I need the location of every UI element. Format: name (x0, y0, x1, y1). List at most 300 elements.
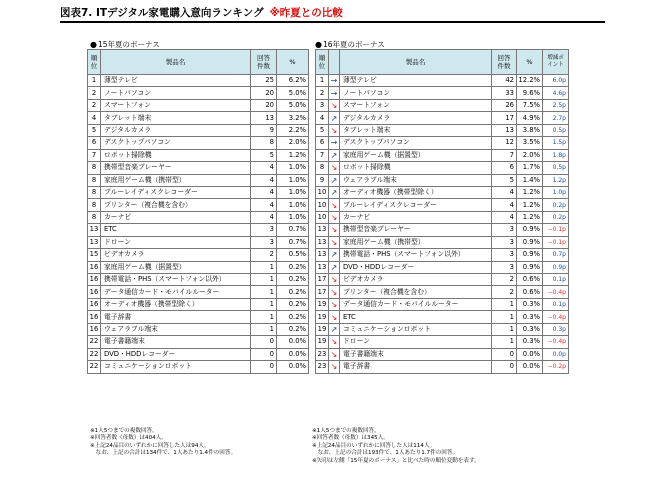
response-count-cell: 3 (492, 261, 517, 273)
response-count-cell: 13 (251, 112, 277, 124)
header-product-name: 製品名 (340, 50, 492, 75)
product-name-cell: デジタルカメラ (340, 112, 492, 124)
response-count-cell: 1 (251, 274, 277, 286)
table-row (316, 186, 569, 198)
product-name-cell: 携帯型音楽プレーヤー (101, 162, 251, 174)
point-change-cell: 1.2p (543, 174, 569, 186)
product-name-cell: ブルーレイディスクレコーダー (340, 199, 492, 211)
point-change-cell: −0.4p (543, 286, 569, 298)
percent-cell: 3.2% (277, 112, 309, 124)
product-name-cell: 電子辞書 (101, 311, 251, 323)
rank-cell: 22 (88, 336, 101, 348)
percent-cell: 0.7% (277, 224, 309, 236)
point-change-cell: 4.6p (543, 87, 569, 99)
point-change-cell: 0.3p (543, 323, 569, 335)
table-row (316, 336, 569, 348)
product-name-cell: ロボット掃除機 (101, 149, 251, 161)
product-name-cell: 電子書籍端末 (340, 348, 492, 360)
product-name-cell: プリンター（複合機を含む） (340, 286, 492, 298)
rank-cell: 13 (88, 236, 101, 248)
response-count-cell: 4 (251, 174, 277, 186)
point-change-cell: 0.5p (543, 162, 569, 174)
table-row (316, 149, 569, 161)
rank-cell: 16 (88, 311, 101, 323)
product-name-cell: 電子辞書 (340, 361, 492, 373)
arrow-up-right-icon: ↗ (329, 323, 340, 335)
percent-cell: 0.9% (517, 261, 543, 273)
response-count-cell: 1 (492, 336, 517, 348)
percent-cell: 9.6% (517, 87, 543, 99)
response-count-cell: 4 (492, 211, 517, 223)
product-name-cell: コミュニケーションロボット (340, 323, 492, 335)
table-row (316, 361, 569, 373)
product-name-cell: タブレット端末 (101, 112, 251, 124)
rank-cell: 4 (316, 112, 329, 124)
percent-cell: 1.7% (517, 162, 543, 174)
rank-cell: 17 (316, 274, 329, 286)
arrow-down-right-icon: ↘ (329, 224, 340, 236)
response-count-cell: 5 (251, 149, 277, 161)
arrow-down-right-icon: ↘ (329, 361, 340, 373)
response-count-cell: 12 (492, 137, 517, 149)
percent-cell: 0.9% (517, 236, 543, 248)
table-header-row (88, 50, 309, 75)
rank-cell: 13 (316, 224, 329, 236)
response-count-cell: 3 (492, 249, 517, 261)
point-change-cell: 6.0p (543, 75, 569, 87)
point-change-cell: 0.2p (543, 199, 569, 211)
response-count-cell: 9 (251, 124, 277, 136)
rank-cell: 8 (88, 174, 101, 186)
product-name-cell: 薄型テレビ (101, 75, 251, 87)
rank-cell: 19 (316, 311, 329, 323)
rank-cell: 5 (316, 124, 329, 136)
point-change-cell: 0.9p (543, 261, 569, 273)
product-name-cell: カーナビ (101, 211, 251, 223)
arrow-down-right-icon: ↘ (329, 274, 340, 286)
rank-cell: 23 (316, 361, 329, 373)
rank-cell: 8 (316, 162, 329, 174)
rank-cell: 8 (88, 211, 101, 223)
response-count-cell: 1 (251, 261, 277, 273)
point-change-cell: 0.5p (543, 124, 569, 136)
table-row (88, 274, 309, 286)
percent-cell: 0.2% (277, 274, 309, 286)
arrow-up-right-icon: ↗ (329, 186, 340, 198)
product-name-cell: 家庭用ゲーム機（据置型） (340, 149, 492, 161)
response-count-cell: 1 (492, 298, 517, 310)
header-response-count: 回答 件数 (251, 50, 277, 75)
table-row (316, 286, 569, 298)
arrow-down-right-icon: ↘ (329, 286, 340, 298)
percent-cell: 2.2% (277, 124, 309, 136)
response-count-cell: 0 (251, 361, 277, 373)
response-count-cell: 1 (251, 311, 277, 323)
percent-cell: 1.2% (277, 149, 309, 161)
note-line: ※上記24品目のいずれかに回答した人は94人。 (90, 442, 210, 449)
product-name-cell: 電子書籍端末 (101, 336, 251, 348)
percent-cell: 0.0% (277, 348, 309, 360)
note-line: ※上記24品目のいずれかに回答した人は114人。 (312, 442, 436, 449)
title-underline (60, 21, 605, 23)
point-change-cell: 0.1p (543, 274, 569, 286)
table-row (88, 112, 309, 124)
percent-cell: 3.8% (517, 124, 543, 136)
rank-cell: 3 (316, 99, 329, 111)
percent-cell: 0.3% (517, 298, 543, 310)
percent-cell: 3.5% (517, 137, 543, 149)
table-row (88, 261, 309, 273)
product-name-cell: ビデオカメラ (340, 274, 492, 286)
product-name-cell: 携帯電話・PHS（スマートフォン以外） (340, 249, 492, 261)
rank-cell: 6 (316, 137, 329, 149)
rank-cell: 9 (316, 174, 329, 186)
table-row (88, 199, 309, 211)
percent-cell: 1.2% (517, 186, 543, 198)
product-name-cell: 家庭用ゲーム機（携帯型） (101, 174, 251, 186)
product-name-cell: オーディオ機器（携帯型除く） (340, 186, 492, 198)
point-change-cell: 1.8p (543, 149, 569, 161)
product-name-cell: 家庭用ゲーム機（据置型） (101, 261, 251, 273)
product-name-cell: スマートフォン (101, 99, 251, 111)
product-name-cell: デスクトップパソコン (340, 137, 492, 149)
table-row (88, 311, 309, 323)
percent-cell: 12.2% (517, 75, 543, 87)
header-trend (329, 50, 340, 75)
table-row (88, 348, 309, 360)
response-count-cell: 2 (251, 249, 277, 261)
arrow-down-right-icon: ↘ (329, 311, 340, 323)
table-row (316, 249, 569, 261)
arrow-down-right-icon: ↘ (329, 162, 340, 174)
rank-cell: 13 (316, 236, 329, 248)
notes-2015 (90, 428, 236, 458)
percent-cell: 0.2% (277, 261, 309, 273)
table-row (316, 137, 569, 149)
page-title (60, 5, 343, 20)
point-change-cell: 0.1p (543, 298, 569, 310)
percent-cell: 0.9% (517, 224, 543, 236)
rank-cell: 16 (88, 286, 101, 298)
percent-cell: 0.2% (277, 298, 309, 310)
percent-cell: 0.2% (277, 311, 309, 323)
rank-cell: 13 (316, 249, 329, 261)
rank-cell: 1 (88, 75, 101, 87)
rank-cell: 13 (88, 224, 101, 236)
product-name-cell: ノートパソコン (340, 87, 492, 99)
product-name-cell: オーディオ機器（携帯型除く） (101, 298, 251, 310)
table-row (316, 162, 569, 174)
table-row (316, 174, 569, 186)
percent-cell: 0.3% (517, 323, 543, 335)
rank-cell: 10 (316, 211, 329, 223)
bullet-dot-icon: ● (90, 40, 97, 49)
percent-cell: 0.0% (277, 336, 309, 348)
table-row (88, 336, 309, 348)
arrow-down-right-icon: ↘ (329, 124, 340, 136)
point-change-cell: −0.2p (543, 361, 569, 373)
rank-cell: 19 (316, 298, 329, 310)
point-change-cell: −0.1p (543, 236, 569, 248)
table-row (316, 124, 569, 136)
rank-cell: 8 (88, 162, 101, 174)
table-row (316, 323, 569, 335)
product-name-cell: タブレット端末 (340, 124, 492, 136)
point-change-cell: 2.5p (543, 99, 569, 111)
arrow-up-right-icon: ↗ (329, 112, 340, 124)
table-row (316, 274, 569, 286)
product-name-cell: ブルーレイディスクレコーダー (101, 186, 251, 198)
point-change-cell: 0.7p (543, 249, 569, 261)
rank-cell: 8 (88, 199, 101, 211)
response-count-cell: 1 (492, 311, 517, 323)
product-name-cell: 家庭用ゲーム機（携帯型） (340, 236, 492, 248)
product-name-cell: 薄型テレビ (340, 75, 492, 87)
table-row (316, 236, 569, 248)
response-count-cell: 4 (251, 162, 277, 174)
table-row (88, 361, 309, 373)
percent-cell: 7.5% (517, 99, 543, 111)
percent-cell: 6.2% (277, 75, 309, 87)
response-count-cell: 8 (251, 137, 277, 149)
arrow-up-right-icon: ↗ (329, 174, 340, 186)
percent-cell: 0.0% (517, 361, 543, 373)
response-count-cell: 3 (492, 236, 517, 248)
table-row (316, 87, 569, 99)
point-change-cell: 0.0p (543, 348, 569, 360)
percent-cell: 2.0% (517, 149, 543, 161)
percent-cell: 0.6% (517, 274, 543, 286)
percent-cell: 0.9% (517, 249, 543, 261)
header-product-name: 製品名 (101, 50, 251, 75)
response-count-cell: 42 (492, 75, 517, 87)
product-name-cell: DVD・HDDレコーダー (340, 261, 492, 273)
product-name-cell: デスクトップパソコン (101, 137, 251, 149)
rank-cell: 19 (316, 336, 329, 348)
response-count-cell: 4 (251, 211, 277, 223)
arrow-down-right-icon: ↘ (329, 336, 340, 348)
percent-cell: 0.5% (277, 249, 309, 261)
point-change-cell: −0.1p (543, 224, 569, 236)
product-name-cell: デジタルカメラ (101, 124, 251, 136)
rank-cell: 23 (316, 348, 329, 360)
rank-cell: 2 (316, 87, 329, 99)
response-count-cell: 5 (492, 174, 517, 186)
rank-cell: 2 (88, 99, 101, 111)
product-name-cell: ドローン (101, 236, 251, 248)
header-percent: % (517, 50, 543, 75)
ranking-table-2015 (87, 49, 309, 374)
percent-cell: 0.3% (517, 311, 543, 323)
product-name-cell: プリンター（複合機を含む） (101, 199, 251, 211)
percent-cell: 2.0% (277, 137, 309, 149)
product-name-cell: スマートフォン (340, 99, 492, 111)
arrow-down-right-icon: ↘ (329, 211, 340, 223)
response-count-cell: 25 (251, 75, 277, 87)
table-row (88, 224, 309, 236)
note-line: なお、上記の合計は193件で、1人あたり1.7件の回答。 (312, 450, 459, 457)
ranking-table-2016 (315, 49, 569, 374)
response-count-cell: 1 (251, 286, 277, 298)
percent-cell: 1.4% (517, 174, 543, 186)
table-row (88, 323, 309, 335)
table-row (316, 211, 569, 223)
response-count-cell: 13 (492, 124, 517, 136)
table-row (316, 99, 569, 111)
response-count-cell: 3 (251, 236, 277, 248)
title-main: 図表7. ITデジタル家電購入意向ランキング (60, 7, 264, 19)
response-count-cell: 0 (251, 336, 277, 348)
rank-cell: 16 (88, 274, 101, 286)
percent-cell: 5.0% (277, 99, 309, 111)
response-count-cell: 6 (492, 162, 517, 174)
arrow-down-right-icon: ↘ (329, 298, 340, 310)
percent-cell: 1.0% (277, 162, 309, 174)
table-row (88, 298, 309, 310)
percent-cell: 1.0% (277, 211, 309, 223)
response-count-cell: 0 (251, 348, 277, 360)
header-percent: % (277, 50, 309, 75)
rank-cell: 10 (316, 199, 329, 211)
response-count-cell: 26 (492, 99, 517, 111)
point-change-cell: 1.0p (543, 186, 569, 198)
arrow-up-right-icon: ↗ (329, 249, 340, 261)
header-rank: 順 位 (88, 50, 101, 75)
point-change-cell: 0.2p (543, 211, 569, 223)
product-name-cell: ETC (340, 311, 492, 323)
response-count-cell: 4 (492, 199, 517, 211)
note-line: ※回答者数（母数）は345人。 (312, 435, 389, 442)
table-row (88, 87, 309, 99)
table-row (88, 286, 309, 298)
point-change-cell: 2.7p (543, 112, 569, 124)
response-count-cell: 1 (251, 298, 277, 310)
arrow-up-right-icon: ↗ (329, 261, 340, 273)
table-row (88, 75, 309, 87)
percent-cell: 0.7% (277, 236, 309, 248)
response-count-cell: 2 (492, 286, 517, 298)
rank-cell: 19 (316, 323, 329, 335)
response-count-cell: 1 (251, 323, 277, 335)
rank-cell: 8 (88, 186, 101, 198)
percent-cell: 0.2% (277, 323, 309, 335)
note-line: ※回答者数（母数）は404人。 (90, 435, 167, 442)
table-row (88, 186, 309, 198)
table-row (316, 311, 569, 323)
product-name-cell: DVD・HDDレコーダー (101, 348, 251, 360)
table-row (88, 211, 309, 223)
title-highlight: ※昨夏との比較 (269, 7, 343, 19)
rank-cell: 16 (88, 323, 101, 335)
table-row (88, 137, 309, 149)
note-line: ※1人5つまでの複数回答。 (312, 428, 380, 434)
table-row (88, 162, 309, 174)
product-name-cell: コミュニケーションロボット (101, 361, 251, 373)
rank-cell: 2 (88, 87, 101, 99)
arrow-down-right-icon: ↘ (329, 236, 340, 248)
percent-cell: 1.2% (517, 211, 543, 223)
arrow-down-right-icon: ↘ (329, 199, 340, 211)
product-name-cell: ウェアラブル端末 (340, 174, 492, 186)
table-row (88, 99, 309, 111)
response-count-cell: 1 (492, 323, 517, 335)
point-change-cell: −0.4p (543, 311, 569, 323)
table-row (88, 174, 309, 186)
note-line: なお、上記の合計は134件で、1人あたり1.4件の回答。 (90, 450, 237, 457)
product-name-cell: ロボット掃除機 (340, 162, 492, 174)
percent-cell: 1.0% (277, 174, 309, 186)
ranking-table-2016-body (316, 75, 569, 374)
rank-cell: 1 (316, 75, 329, 87)
product-name-cell: データ通信カード・モバイルルーター (101, 286, 251, 298)
table-row (316, 348, 569, 360)
percent-cell: 5.0% (277, 87, 309, 99)
bullet-dot-icon: ● (315, 40, 322, 49)
product-name-cell: データ通信カード・モバイルルーター (340, 298, 492, 310)
product-name-cell: 携帯型音楽プレーヤー (340, 224, 492, 236)
table-row (316, 224, 569, 236)
percent-cell: 0.3% (517, 336, 543, 348)
table-row (316, 261, 569, 273)
table-header-row (316, 50, 569, 75)
rank-cell: 10 (316, 186, 329, 198)
arrow-right-icon: → (329, 137, 340, 149)
response-count-cell: 3 (492, 224, 517, 236)
arrow-right-icon: → (329, 87, 340, 99)
response-count-cell: 17 (492, 112, 517, 124)
product-name-cell: カーナビ (340, 211, 492, 223)
header-rank: 順 位 (316, 50, 329, 75)
table-row (316, 112, 569, 124)
rank-cell: 15 (88, 249, 101, 261)
response-count-cell: 0 (492, 361, 517, 373)
rank-cell: 5 (88, 124, 101, 136)
table-row (316, 298, 569, 310)
rank-cell: 16 (88, 298, 101, 310)
note-line: ※1人5つまでの複数回答。 (90, 428, 158, 434)
response-count-cell: 3 (251, 224, 277, 236)
table-row (88, 149, 309, 161)
note-line: ※矢印は左側「15年夏のボーナス」と比べた時の順位変動を表す。 (312, 457, 480, 464)
response-count-cell: 4 (251, 199, 277, 211)
rank-cell: 17 (316, 286, 329, 298)
ranking-table-2015-body (88, 75, 309, 374)
section-title-2016-text: 16年夏のボーナス (322, 40, 385, 49)
rank-cell: 22 (88, 361, 101, 373)
header-point-change: 増減ポ イント (543, 50, 569, 75)
notes-2016 (312, 428, 480, 465)
product-name-cell: ノートパソコン (101, 87, 251, 99)
product-name-cell: ドローン (340, 336, 492, 348)
header-response-count: 回答 件数 (492, 50, 517, 75)
response-count-cell: 2 (492, 274, 517, 286)
table-row (316, 75, 569, 87)
response-count-cell: 4 (492, 186, 517, 198)
response-count-cell: 20 (251, 87, 277, 99)
response-count-cell: 33 (492, 87, 517, 99)
table-row (88, 124, 309, 136)
product-name-cell: ビデオカメラ (101, 249, 251, 261)
percent-cell: 1.0% (277, 186, 309, 198)
arrow-up-right-icon: ↗ (329, 149, 340, 161)
rank-cell: 22 (88, 348, 101, 360)
product-name-cell: ウェアラブル端末 (101, 323, 251, 335)
percent-cell: 1.2% (517, 199, 543, 211)
response-count-cell: 20 (251, 99, 277, 111)
point-change-cell: 1.5p (543, 137, 569, 149)
response-count-cell: 0 (492, 348, 517, 360)
rank-cell: 6 (88, 137, 101, 149)
